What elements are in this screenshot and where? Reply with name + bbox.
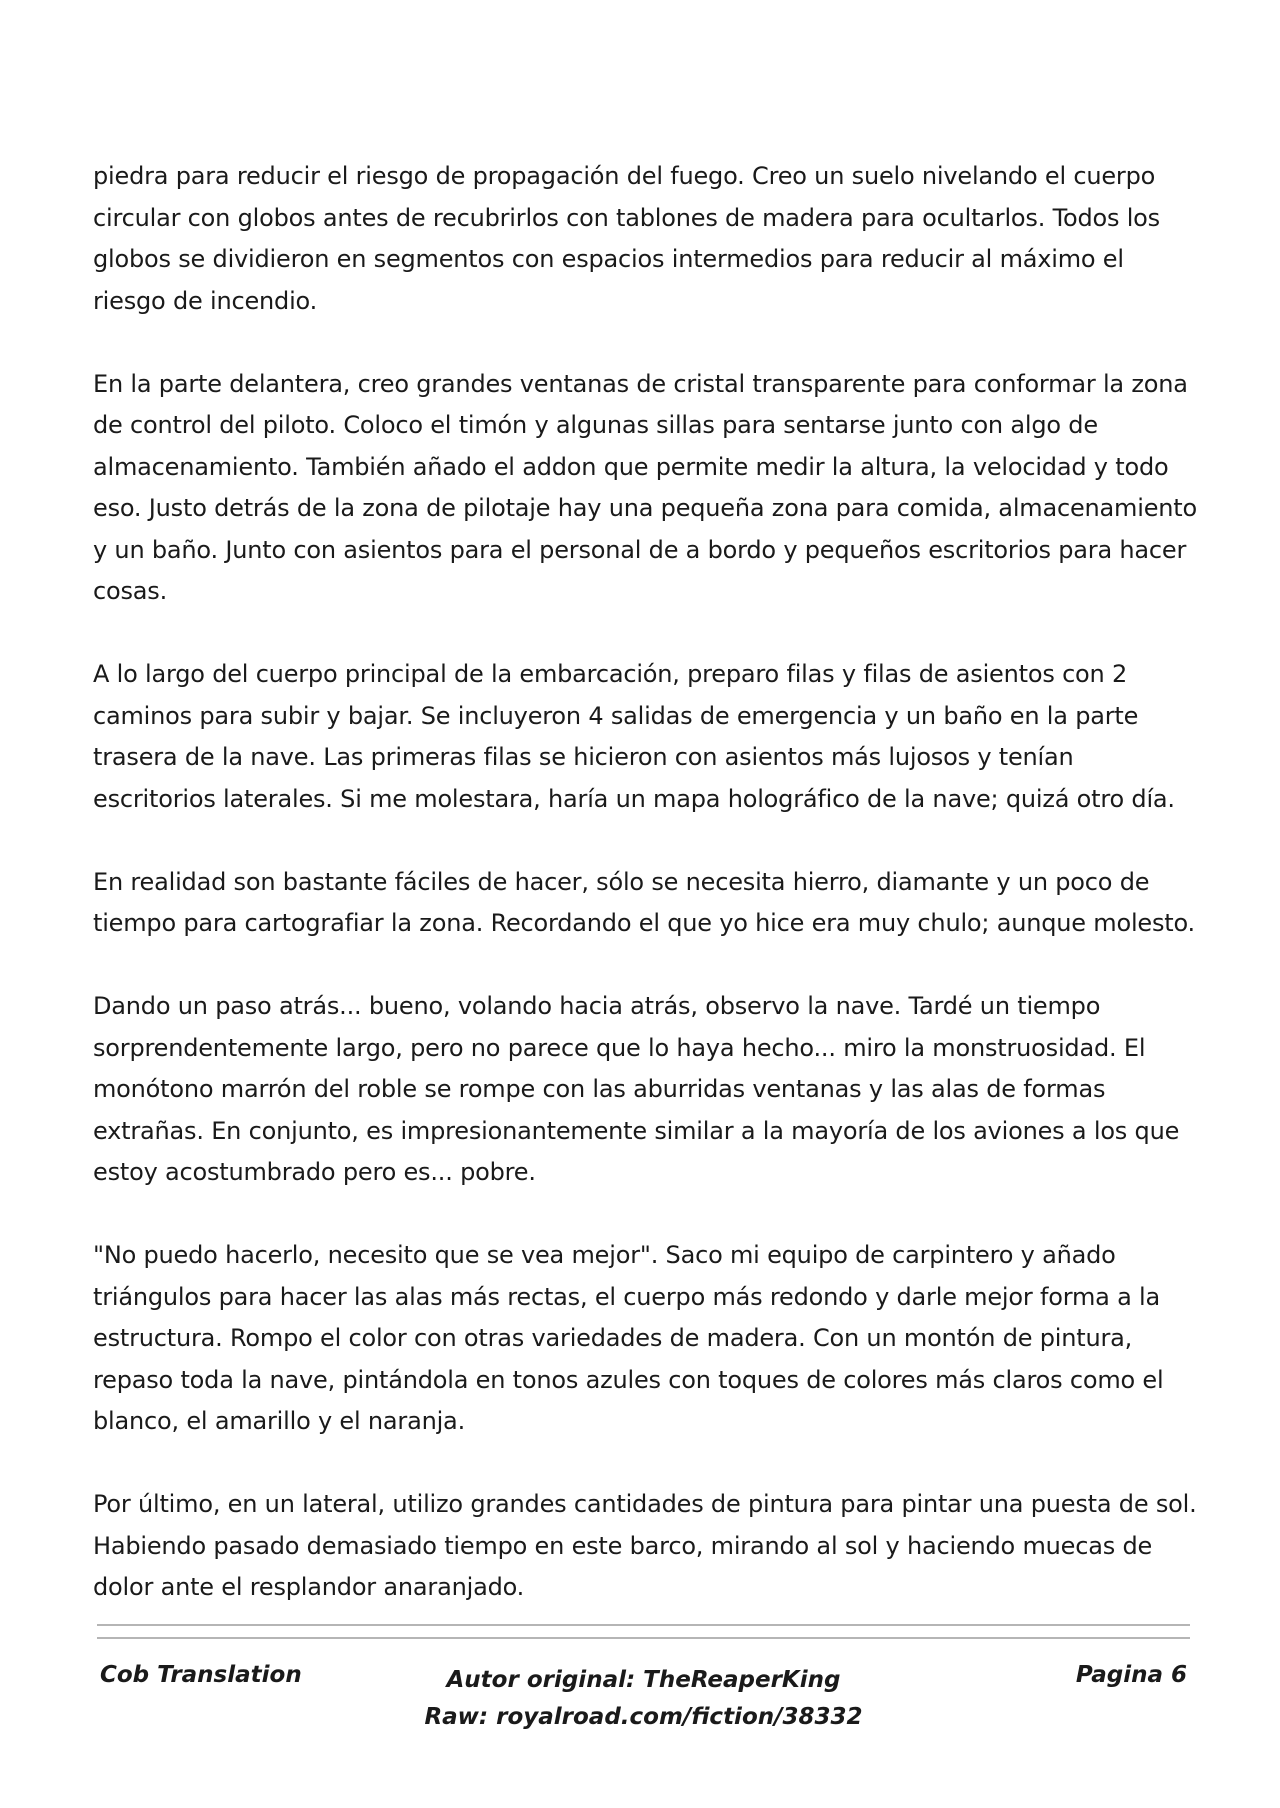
paragraph: En la parte delantera, creo grandes ventanas de cristal transparente para conformar la zona de control del piloto. Coloco el timón y algunas sillas para sentarse junto con algo de almacenamiento. También añado el addon que permite medir la altura, la velocidad y todo eso. Justo detrás de la zona de pilotaje hay una pequeña zona para comida, almacenamiento y un baño. Junto con asientos para el personal de a bordo y pequeños escritorios para hacer cosas.: [93, 369, 1197, 605]
body-text: [93, 156, 1203, 1609]
footer-divider-bottom: [97, 1637, 1190, 1639]
page-number: Pagina 6: [1075, 1662, 1187, 1688]
paragraph: Por último, en un lateral, utilizo grandes cantidades de pintura para pintar una puesta de sol. Habiendo pasado demasiado tiempo en este barco, mirando al sol y haciendo muecas de dolor ante el resplandor anaranjado.: [93, 1490, 1197, 1601]
paragraph: piedra para reducir el riesgo de propagación del fuego. Creo un suelo nivelando el cuerpo circular con globos antes de recubrirlos con tablones de madera para ocultarlos. Todos los globos se dividieron en segmentos con espacios intermedios para reducir al máximo el riesgo de incendio.: [93, 162, 1160, 315]
author-credit-block: [97, 1662, 1190, 1736]
paragraph: A lo largo del cuerpo principal de la embarcación, preparo filas y filas de asientos con 2 caminos para subir y bajar. Se incluyeron 4 salidas de emergencia y un baño en la parte trasera de la nave. Las primeras filas se hicieron con asientos más lujosos y tenían escritorios laterales. Si me molestara, haría un mapa holográfico de la nave; quizá otro día.: [93, 660, 1175, 813]
paragraph: "No puedo hacerlo, necesito que se vea mejor". Saco mi equipo de carpintero y añado triángulos para hacer las alas más rectas, el cuerpo más redondo y darle mejor forma a la estructura. Rompo el color con otras variedades de madera. Con un montón de pintura, repaso toda la nave, pintándola en tonos azules con toques de colores más claros como el blanco, el amarillo y el naranja.: [93, 1241, 1164, 1435]
original-author: Autor original: TheReaperKing: [446, 1667, 841, 1693]
raw-source: Raw: royalroad.com/fiction/38332: [424, 1704, 863, 1730]
footer-divider-top: [97, 1624, 1190, 1626]
paragraph: En realidad son bastante fáciles de hacer, sólo se necesita hierro, diamante y un poco de tiempo para cartografiar la zona. Recordando el que yo hice era muy chulo; aunque molesto.: [93, 867, 1195, 937]
translator-credit: Cob Translation: [100, 1662, 302, 1688]
paragraph: Dando un paso atrás... bueno, volando hacia atrás, observo la nave. Tardé un tiempo sorprendentemente largo, pero no parece que lo haya hecho... miro la monstruosidad. El monótono marrón del roble se rompe con las aburridas ventanas y las alas de formas extrañas. En conjunto, es impresionantemente similar a la mayoría de los aviones a los que estoy acostumbrado pero es... pobre.: [93, 992, 1180, 1186]
